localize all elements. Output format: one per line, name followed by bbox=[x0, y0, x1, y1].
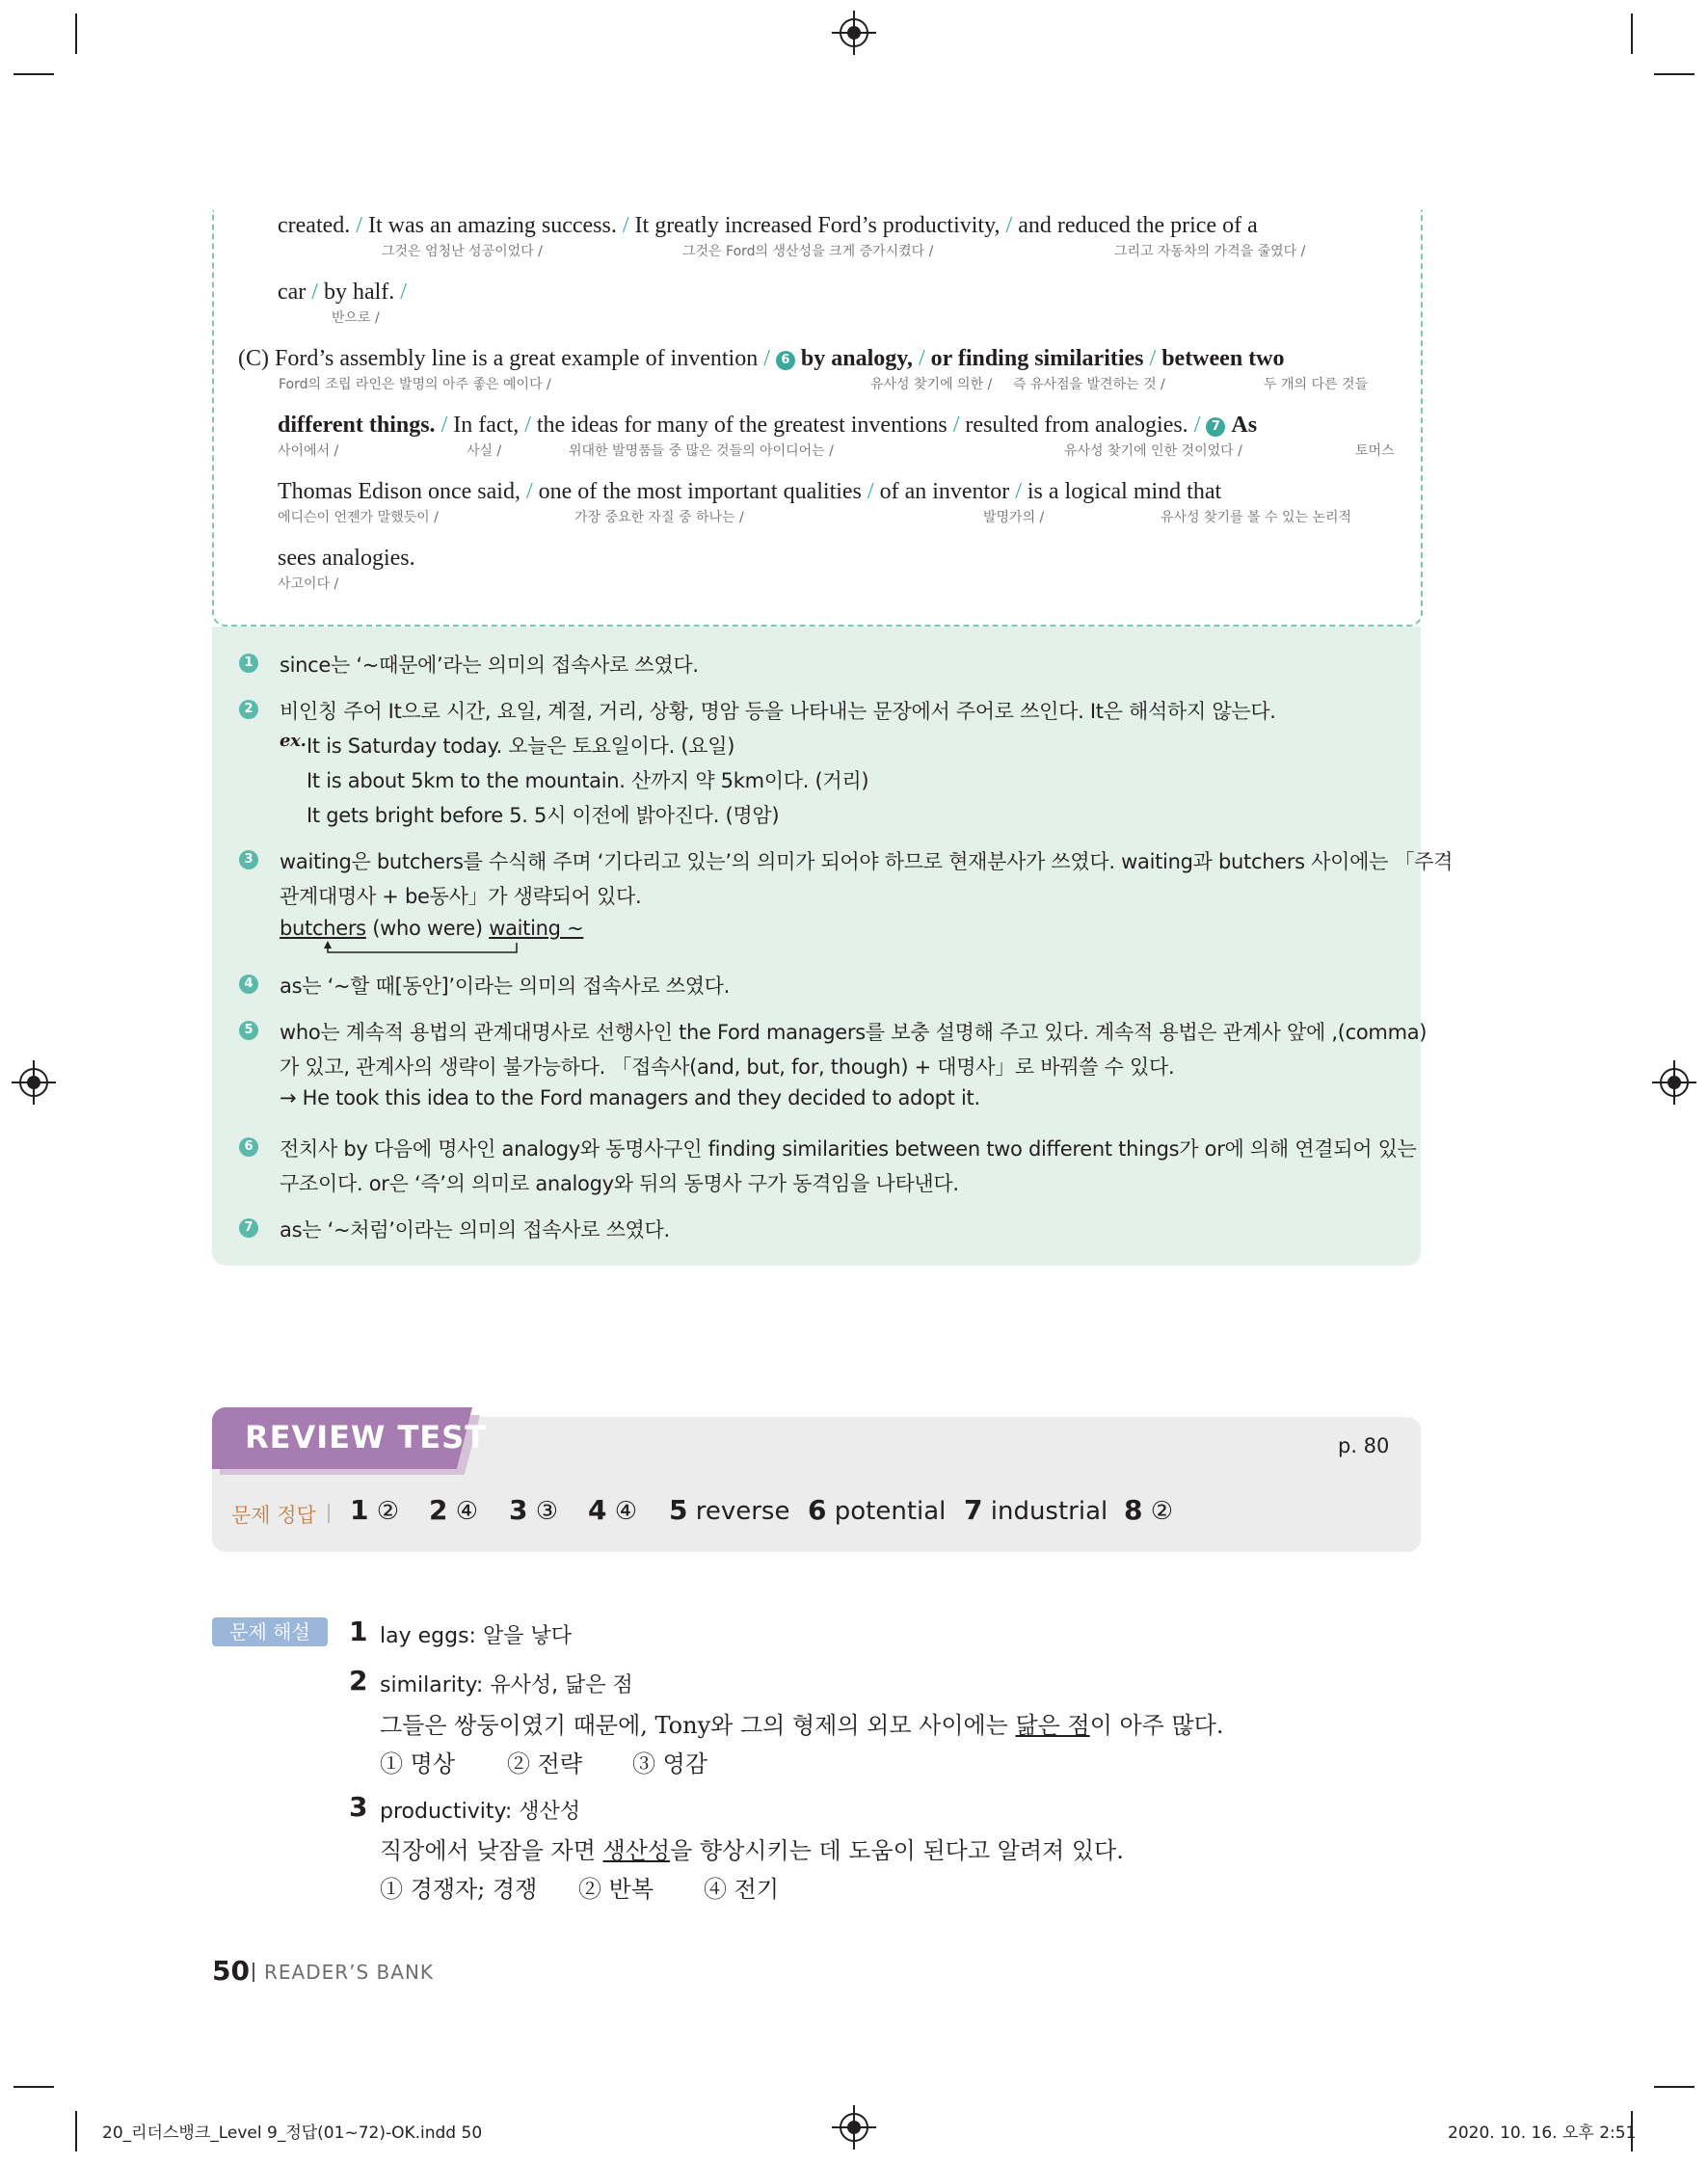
note-number: 3 bbox=[239, 850, 258, 869]
registration-mark-icon bbox=[1660, 1068, 1689, 1097]
choice: ① 명상 bbox=[380, 1750, 455, 1777]
note-text: → He took this idea to the Ford managers and they decided to adopt it. bbox=[280, 1086, 980, 1109]
answer-item: 2 ④ bbox=[429, 1494, 479, 1526]
passage-text: created. / It was an amazing success. / It greatly increased Ford’s productivity, / and reduced the price of a bbox=[278, 213, 1258, 238]
crop-mark bbox=[13, 2086, 54, 2088]
passage-gloss: 사이에서 / bbox=[278, 443, 339, 459]
passage-gloss: 에디슨이 언젠가 말했듯이 / bbox=[278, 510, 439, 525]
answer-item: 4 ④ bbox=[588, 1494, 638, 1526]
passage-gloss: 반으로 / bbox=[332, 310, 380, 326]
explanation-sentence: 직장에서 낮잠을 자면 생산성을 향상시키는 데 도움이 된다고 알려져 있다. bbox=[380, 1837, 1124, 1864]
passage-text: Thomas Edison once said, / one of the most important qualities / of an inventor / is a logical mind that bbox=[278, 479, 1222, 504]
file-slug: 20_리더스뱅크_Level 9_정답(01~72)-OK.indd 50 bbox=[102, 2124, 483, 2143]
example-text: It is about 5km to the mountain. 산까지 약 5km이다. (거리) bbox=[307, 769, 869, 792]
passage-gloss: 사실 / bbox=[467, 443, 502, 459]
passage-gloss: 두 개의 다른 것들 bbox=[1264, 377, 1369, 392]
page-number: 50 bbox=[212, 1955, 250, 1987]
passage-gloss: 유사성 찾기에 의한 / bbox=[870, 377, 993, 392]
diagram-word: butchers (who were) waiting ~ bbox=[280, 917, 584, 940]
review-test-title: REVIEW TEST bbox=[245, 1419, 488, 1456]
passage-line bbox=[278, 279, 1396, 326]
crop-mark bbox=[1654, 2086, 1695, 2088]
passage-gloss: 가장 중요한 자질 중 하나는 / bbox=[574, 510, 744, 525]
passage-gloss: 위대한 발명품들 중 많은 것들의 아이디어는 / bbox=[569, 443, 834, 459]
divider bbox=[328, 1504, 330, 1523]
note-number: 6 bbox=[239, 1137, 258, 1157]
passage-gloss: 발명가의 / bbox=[983, 510, 1045, 525]
explanation-vocab: similarity: 유사성, 닮은 점 bbox=[380, 1673, 633, 1697]
note-text: waiting은 butchers를 수식해 주며 ‘기다리고 있는’의 의미가 되어야 하므로 현재분사가 쓰였다. waiting과 butchers 사이에는 「주격 bbox=[280, 850, 1454, 873]
crop-mark bbox=[1654, 73, 1695, 75]
note-number: 7 bbox=[239, 1218, 258, 1238]
explanation-vocab: lay eggs: 알을 낳다 bbox=[380, 1624, 572, 1648]
answer-item: 7 industrial bbox=[964, 1494, 1108, 1526]
passage-line bbox=[278, 545, 1396, 592]
explanation-number: 2 bbox=[349, 1665, 368, 1696]
note-7-badge: 7 bbox=[1206, 417, 1225, 437]
answer-item: 5 reverse bbox=[669, 1494, 790, 1526]
passage-gloss: Ford의 조립 라인은 발명의 아주 좋은 예이다 / bbox=[279, 377, 551, 392]
page-reference: p. 80 bbox=[1338, 1434, 1390, 1457]
modifier-arrow-icon bbox=[316, 941, 528, 960]
passage-line bbox=[238, 345, 1395, 392]
passage-gloss: 그것은 엄청난 성공이었다 / bbox=[382, 244, 543, 259]
date-slug: 2020. 10. 16. 오후 2:51 bbox=[1448, 2124, 1637, 2143]
choice: ③ 영감 bbox=[632, 1750, 707, 1777]
explanation-label: 문제 해설 bbox=[212, 1617, 328, 1646]
passage-gloss: 사고이다 / bbox=[278, 576, 339, 592]
note-text: 관계대명사 + be동사」가 생략되어 있다. bbox=[280, 885, 642, 908]
note-number: 5 bbox=[239, 1021, 258, 1040]
note-text: 가 있고, 관계사의 생략이 불가능하다. 「접속사(and, but, for, though) + 대명사」로 바꿔쓸 수 있다. bbox=[280, 1055, 1175, 1079]
note-text: as는 ‘~할 때[동안]’이라는 의미의 접속사로 쓰였다. bbox=[280, 975, 731, 998]
note-text: 전치사 by 다음에 명사인 analogy와 동명사구인 finding similarities between two different things가 or에 의해 연결되어 있는 bbox=[280, 1137, 1417, 1161]
note-text: who는 계속적 용법의 관계대명사로 선행사인 the Ford managers를 보충 설명해 주고 있다. 계속적 용법은 관계사 앞에 ,(comma) bbox=[280, 1021, 1428, 1044]
choice: ① 경쟁자; 경쟁 bbox=[380, 1876, 538, 1903]
note-number: 1 bbox=[239, 654, 258, 673]
passage-gloss: 즉 유사점을 발견하는 것 / bbox=[1013, 377, 1165, 392]
explanation-vocab: productivity: 생산성 bbox=[380, 1800, 581, 1824]
note-text: since는 ‘~때문에’라는 의미의 접속사로 쓰였다. bbox=[280, 654, 699, 677]
passage-gloss: 그리고 자동차의 가격을 줄였다 / bbox=[1114, 244, 1306, 259]
passage-text: car / by half. / bbox=[278, 280, 407, 305]
note-text: 비인칭 주어 It으로 시간, 요일, 계절, 거리, 상황, 명암 등을 나타내는 문장에서 주어로 쓰인다. It은 해석하지 않는다. bbox=[280, 700, 1276, 723]
note-text: 구조이다. or은 ‘즉’의 의미로 analogy와 뒤의 동명사 구가 동격임을 나타낸다. bbox=[280, 1172, 959, 1195]
registration-mark-icon bbox=[840, 18, 868, 47]
choice: ② 반복 bbox=[578, 1876, 654, 1903]
crop-mark bbox=[13, 73, 54, 75]
choice: ④ 전기 bbox=[704, 1876, 779, 1903]
passage-text: (C) Ford’s assembly line is a great example of invention / 6 by analogy, / or finding similarities / between two bbox=[238, 346, 1285, 371]
answer-item: 8 ② bbox=[1124, 1494, 1174, 1526]
explanation-number: 3 bbox=[349, 1791, 368, 1823]
answer-item: 6 potential bbox=[808, 1494, 947, 1526]
passage-line bbox=[278, 478, 1396, 525]
crop-mark bbox=[1631, 13, 1633, 54]
crop-mark bbox=[75, 13, 77, 54]
answer-item: 3 ③ bbox=[509, 1494, 559, 1526]
crop-mark bbox=[75, 2111, 77, 2151]
example-label: ex. bbox=[280, 731, 307, 751]
answer-item: 1 ② bbox=[350, 1494, 400, 1526]
explanation-sentence: 그들은 쌍둥이였기 때문에, Tony와 그의 형제의 외모 사이에는 닮은 점이 아주 많다. bbox=[380, 1712, 1224, 1739]
passage-line bbox=[278, 412, 1396, 459]
passage-gloss: 유사성 찾기에 인한 것이었다 / bbox=[1064, 443, 1242, 459]
passage-text: different things. / In fact, / the ideas for many of the greatest inventions / resulted from analogies. / 7 As bbox=[278, 413, 1258, 438]
passage-gloss: 토머스 bbox=[1355, 443, 1395, 459]
passage-gloss: 그것은 Ford의 생산성을 크게 증가시켰다 / bbox=[682, 244, 934, 259]
explanation-number: 1 bbox=[349, 1616, 368, 1647]
registration-mark-icon bbox=[19, 1068, 48, 1097]
divider bbox=[253, 1963, 254, 1982]
note-text: as는 ‘~처럼’이라는 의미의 접속사로 쓰였다. bbox=[280, 1218, 670, 1242]
passage-line bbox=[278, 212, 1396, 259]
registration-mark-icon bbox=[840, 2113, 868, 2142]
passage-gloss: 유사성 찾기를 볼 수 있는 논리적 bbox=[1161, 510, 1352, 525]
passage-text: sees analogies. bbox=[278, 546, 415, 571]
note-6-badge: 6 bbox=[776, 351, 795, 370]
answers-label: 문제 정답 bbox=[231, 1504, 316, 1527]
choice: ② 전략 bbox=[507, 1750, 582, 1777]
book-title: READER’S BANK bbox=[264, 1961, 435, 1984]
note-number: 2 bbox=[239, 700, 258, 719]
example-text: It is Saturday today. 오늘은 토요일이다. (요일) bbox=[307, 735, 735, 758]
note-number: 4 bbox=[239, 975, 258, 994]
example-text: It gets bright before 5. 5시 이전에 밝아진다. (명암) bbox=[307, 804, 780, 827]
